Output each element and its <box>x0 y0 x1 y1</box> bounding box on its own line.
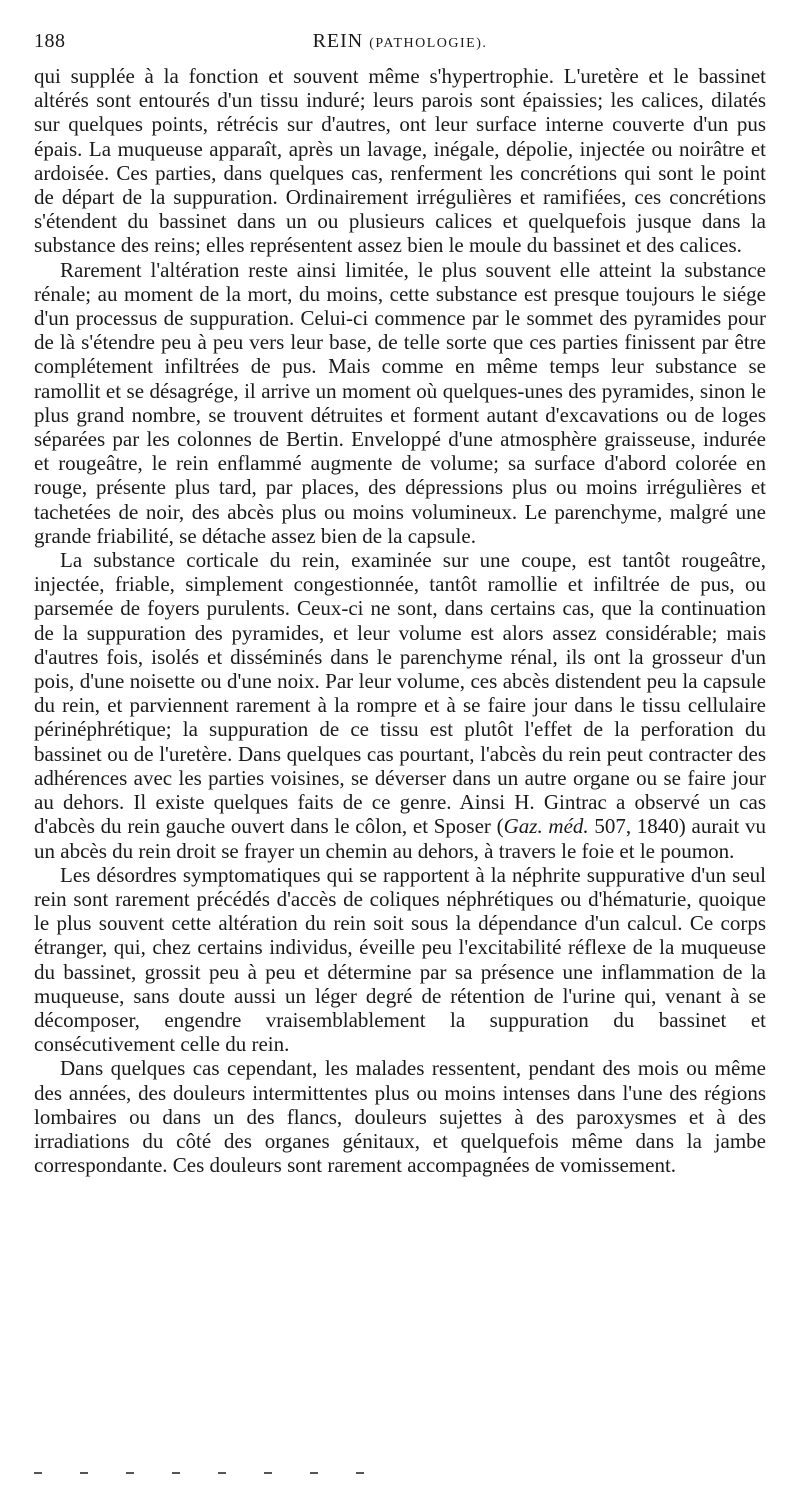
paragraph-4: Les désordres symptomatiques qui se rapportent à la néphrite suppurative d'un seul rein sont rarement précédés d'accès de coliques néphrétiques ou d'hématurie, quoique le plus souvent cette altération du rein soit sous la dépendance d'un calcul. Ce corps étranger, qui, chez certains individus, éveille peu l'excitabilité réflexe de la muqueuse du bassinet, grossit peu à peu et détermine par sa présence une inflammation de la muqueuse, sans doute aussi un léger degré de rétention de l'urine qui, venant à se décomposer, engendre vraisemblablement la suppuration du bassinet et consécutivement celle du rein. <box>34 862 766 1057</box>
body-text <box>34 64 766 1177</box>
paragraph-3 <box>34 548 766 863</box>
print-mark <box>264 1472 272 1474</box>
print-mark <box>80 1472 88 1474</box>
page-number: 188 <box>34 30 66 52</box>
paragraph-1: qui supplée à la fonction et souvent même s'hypertrophie. L'uretère et le bassinet altérés sont entourés d'un tissu induré; leurs parois sont épaissies; les calices, dilatés sur quelques points, rétrécis sur d'autres, ont leur surface interne couverte d'un pus épais. La muqueuse apparaît, après un lavage, inégale, dépolie, injectée ou noirâtre et ardoisée. Ces parties, dans quelques cas, renferment les concrétions qui sont le point de départ de la suppuration. Ordinairement irrégulières et ramifiées, ces concrétions s'étendent du bassinet dans un ou plusieurs calices et quelquefois jusque dans la substance des reins; elles représentent assez bien le moule du bassinet et des calices. <box>34 64 766 258</box>
running-title <box>34 30 766 53</box>
paragraph-3-text-before: La substance corticale du rein, examinée sur une coupe, est tantôt rougeâtre, injectée, friable, simplement congestionnée, tantôt ramollie et infiltrée de pus, ou parsemée de foyers purulents. Ceux-ci ne sont, dans certains cas, que la continuation de la suppuration des pyramides, et leur volume est alors assez considérable; mais d'autres fois, isolés et disséminés dans le parenchyme rénal, ils ont la grosseur d'un pois, d'une noisette ou d'une noix. Par leur volume, ces abcès distendent peu la capsule du rein, et parviennent rarement à la rompre et à se faire jour dans le tissu cellulaire périnéphrétique; la suppuration de ce tissu est plutôt l'effet de la perforation du bassinet ou de l'uretère. Dans quelques cas pourtant, l'abcès du rein peut contracter des adhérences avec les parties voisines, se déverser dans un autre organe ou se faire jour au dehors. Il existe quelques faits de ce genre. Ainsi H. Gintrac a observé un cas d'abcès du rein gauche ouvert dans le côlon, et Sposer ( <box>34 548 766 839</box>
book-page <box>34 30 766 1177</box>
print-mark <box>310 1472 318 1474</box>
footer-print-marks <box>34 1470 364 1476</box>
paragraph-2: Rarement l'altération reste ainsi limitée, le plus souvent elle atteint la substance rénale; au moment de la mort, du moins, cette substance est presque toujours le siége d'un processus de suppuration. Celui-ci commence par le sommet des pyramides pour de là s'étendre peu à peu vers leur base, de telle sorte que ces parties finissent par être complétement infiltrées de pus. Mais comme en même temps leur substance se ramollit et se désagrége, il arrive un moment où quelques-unes des pyramides, sinon le plus grand nombre, se trouvent détruites et forment autant d'excavations ou de loges séparées par les colonnes de Bertin. Enveloppé d'une atmosphère graisseuse, indurée et rougeâtre, le rein enflammé augmente de volume; sa surface d'abord colorée en rouge, présente plus tard, par places, des dépressions plus ou moins irrégulières et tachetées de noir, des abcès plus ou moins volumineux. Le parenchyme, malgré une grande friabilité, se détache assez bien de la capsule. <box>34 257 766 548</box>
paragraph-3-text-after: 507, 1840) aurait vu un abcès du rein droit se frayer un chemin au dehors, à travers le foie et le poumon. <box>34 814 767 863</box>
print-mark <box>126 1472 134 1474</box>
print-mark <box>34 1472 42 1474</box>
print-mark <box>356 1472 364 1474</box>
running-title-sub: (PATHOLOGIE). <box>369 36 488 51</box>
citation-journal: Gaz. méd. <box>503 814 589 839</box>
paragraph-5: Dans quelques cas cependant, les malades ressentent, pendant des mois ou même des années, des douleurs intermittentes plus ou moins intenses dans l'une des régions lombaires ou dans un des flancs, douleurs sujettes à des paroxysmes et à des irradiations du côté des organes génitaux, et quelquefois même dans la jambe correspondante. Ces douleurs sont rarement accompagnées de vomissement. <box>34 1056 766 1178</box>
running-head <box>34 30 766 64</box>
print-mark <box>172 1472 180 1474</box>
running-title-main: REIN <box>312 30 364 52</box>
print-mark <box>218 1472 226 1474</box>
